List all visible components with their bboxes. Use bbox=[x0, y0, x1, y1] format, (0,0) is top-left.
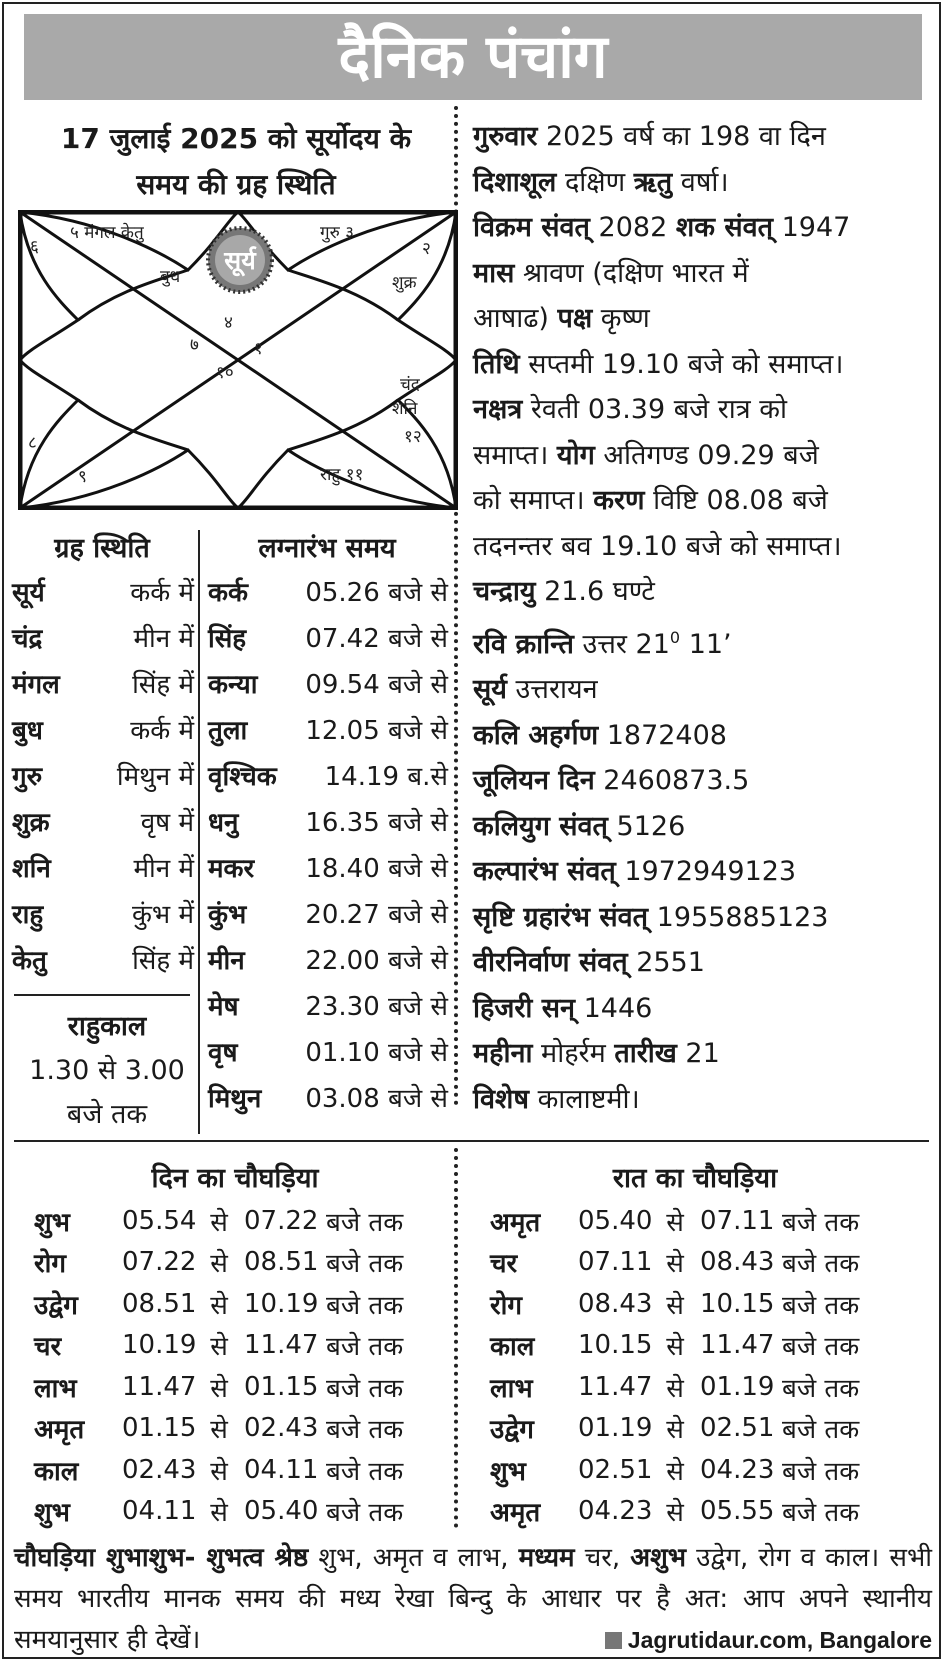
lagna-name: वृश्चिक bbox=[208, 762, 277, 792]
choghadiya-se: से bbox=[666, 1249, 684, 1279]
choghadiya-se: से bbox=[666, 1373, 684, 1404]
choghadiya-row bbox=[34, 1449, 474, 1490]
graha-name: राहु bbox=[12, 900, 44, 930]
lagna-time: 09.54 बजे से bbox=[305, 670, 448, 700]
choghadiya-row bbox=[34, 1200, 474, 1241]
choghadiya-to: 05.55 bbox=[700, 1496, 775, 1526]
graha-rashi: मीन में bbox=[133, 624, 194, 654]
lagna-time: 05.26 बजे से bbox=[305, 578, 448, 608]
panchang-line: मास श्रावण (दक्षिण भारत में bbox=[473, 257, 749, 289]
panchang-line: तदनन्तर बव 19.10 बजे को समाप्त। bbox=[473, 530, 842, 562]
choghadiya-tak: बजे तक bbox=[782, 1249, 860, 1279]
choghadiya-row bbox=[34, 1325, 474, 1366]
lagna-name: मेष bbox=[208, 992, 239, 1022]
choghadiya-tak: बजे तक bbox=[782, 1415, 860, 1445]
graha-name: चंद्र bbox=[12, 624, 43, 654]
lagna-row bbox=[208, 936, 448, 982]
choghadiya-to: 02.43 bbox=[244, 1413, 319, 1443]
panchang-line: नक्षत्र रेवती 03.39 बजे रात्र को bbox=[473, 394, 788, 425]
choghadiya-from: 05.40 bbox=[578, 1205, 653, 1236]
kundli-heading bbox=[20, 116, 452, 208]
choghadiya-to: 08.43 bbox=[700, 1247, 775, 1277]
graha-name: सूर्य bbox=[12, 578, 45, 608]
graha-rashi: कुंभ में bbox=[131, 900, 194, 930]
choghadiya-tak: बजे तक bbox=[782, 1456, 860, 1487]
choghadiya-row bbox=[34, 1491, 474, 1532]
panchang-line: कलियुग संवत् 5126 bbox=[473, 810, 686, 842]
graha-sthiti-heading: ग्रह स्थिति bbox=[54, 533, 150, 564]
choghadiya-row bbox=[490, 1242, 930, 1283]
graha-rashi: सिंह में bbox=[132, 670, 194, 700]
choghadiya-from: 04.11 bbox=[122, 1496, 197, 1526]
lagna-row bbox=[208, 890, 448, 936]
choghadiya-name: शुभ bbox=[34, 1207, 70, 1238]
panchang-line: विशेष कालाष्टमी। bbox=[473, 1083, 640, 1115]
graha-row bbox=[12, 706, 194, 752]
choghadiya-to: 01.19 bbox=[700, 1371, 775, 1402]
graha-row bbox=[12, 798, 194, 844]
choghadiya-to: 07.22 bbox=[244, 1205, 319, 1236]
choghadiya-to: 08.51 bbox=[244, 1247, 319, 1277]
choghadiya-tak: बजे तक bbox=[326, 1290, 404, 1321]
graha-name: मंगल bbox=[12, 670, 60, 700]
lagna-row bbox=[208, 614, 448, 660]
choghadiya-from: 08.51 bbox=[122, 1288, 197, 1319]
choghadiya-divider bbox=[14, 1140, 929, 1142]
choghadiya-name: अमृत bbox=[490, 1207, 541, 1238]
graha-rashi: कर्क में bbox=[130, 578, 194, 608]
choghadiya-to: 07.11 bbox=[700, 1205, 775, 1236]
choghadiya-se: से bbox=[666, 1456, 684, 1487]
footer-note: चौघड़िया शुभाशुभ- शुभत्व श्रेष्ठ शुभ, अमृत व लाभ, मध्यम चर, अशुभ उद्वेग, रोग व काल। सभी समय भारतीय मानक समय की मध्य रेखा बिन्दु के आधार पर है अत: आप अपने स्थानीय समयानुसार ही देखें। Jagrutidaur.com, Bangalore bbox=[14, 1538, 932, 1661]
choghadiya-tak: बजे तक bbox=[782, 1207, 860, 1238]
panchang-line: विक्रम संवत् 2082 शक संवत् 1947 bbox=[473, 212, 851, 243]
choghadiya-from: 02.43 bbox=[122, 1454, 197, 1485]
rahukaal-divider bbox=[14, 994, 190, 996]
choghadiya-row bbox=[490, 1366, 930, 1407]
lagna-time: 03.08 बजे से bbox=[305, 1084, 448, 1114]
graha-rashi: मिथुन में bbox=[116, 762, 194, 792]
panchang-line: आषाढ) पक्ष कृष्ण bbox=[473, 303, 650, 334]
lagna-name: धनु bbox=[208, 808, 239, 838]
choghadiya-tak: बजे तक bbox=[326, 1207, 404, 1238]
graha-rashi: मीन में bbox=[133, 854, 194, 884]
panchang-line: समाप्त। योग अतिगण्ड 09.29 बजे bbox=[473, 439, 819, 471]
choghadiya-tak: बजे तक bbox=[782, 1498, 860, 1528]
panchang-line: महीना मोहर्रम तारीख 21 bbox=[473, 1038, 720, 1069]
graha-name: बुध bbox=[12, 716, 43, 746]
choghadiya-from: 01.15 bbox=[122, 1413, 197, 1443]
choghadiya-name: शुभ bbox=[490, 1456, 526, 1487]
panchang-line: तिथि सप्तमी 19.10 बजे को समाप्त। bbox=[473, 348, 844, 380]
lagna-row bbox=[208, 798, 448, 844]
choghadiya-se: से bbox=[666, 1207, 684, 1238]
panchang-line: चन्द्रायु 21.6 घण्टे bbox=[473, 576, 655, 607]
house-1-label: १ bbox=[254, 339, 263, 359]
chandra-label: चंद्र bbox=[400, 375, 420, 395]
choghadiya-to: 02.51 bbox=[700, 1413, 775, 1443]
house-8-label: ८ bbox=[28, 433, 37, 453]
choghadiya-se: से bbox=[666, 1332, 684, 1362]
choghadiya-to: 04.23 bbox=[700, 1454, 775, 1485]
choghadiya-row bbox=[490, 1200, 930, 1241]
lagna-name: मकर bbox=[208, 854, 255, 884]
credit-line: Jagrutidaur.com, Bangalore bbox=[605, 1620, 932, 1661]
house-4-label: ४ bbox=[224, 313, 233, 333]
graha-row bbox=[12, 660, 194, 706]
house-2-label: २ bbox=[422, 239, 431, 259]
lagna-time: 01.10 बजे से bbox=[305, 1038, 448, 1068]
choghadiya-name: चर bbox=[490, 1249, 518, 1279]
lagna-name: मिथुन bbox=[208, 1084, 262, 1114]
choghadiya-from: 11.47 bbox=[122, 1371, 197, 1402]
choghadiya-se: से bbox=[210, 1207, 228, 1238]
choghadiya-name: लाभ bbox=[34, 1373, 77, 1404]
choghadiya-to: 01.15 bbox=[244, 1371, 319, 1402]
sun-label: सूर्य bbox=[224, 246, 256, 275]
choghadiya-se: से bbox=[210, 1498, 228, 1528]
panchang-line: को समाप्त। करण विष्टि 08.08 बजे bbox=[473, 485, 828, 516]
choghadiya-name: चर bbox=[34, 1332, 62, 1362]
rahukaal-box bbox=[16, 1005, 198, 1137]
lagna-time: 07.42 बजे से bbox=[305, 624, 448, 654]
choghadiya-from: 01.19 bbox=[578, 1413, 653, 1443]
panchang-line: हिजरी सन् 1446 bbox=[473, 992, 653, 1024]
choghadiya-row bbox=[34, 1408, 474, 1449]
graha-row bbox=[12, 568, 194, 614]
graha-row bbox=[12, 890, 194, 936]
choghadiya-se: से bbox=[210, 1373, 228, 1404]
choghadiya-se: से bbox=[210, 1456, 228, 1487]
choghadiya-row bbox=[490, 1325, 930, 1366]
raat-choghadiya-heading: रात का चौघड़िया bbox=[612, 1163, 778, 1194]
house-6-label: ६ bbox=[30, 237, 39, 257]
square-bullet-icon bbox=[605, 1632, 622, 1649]
lagna-name: कर्क bbox=[208, 578, 248, 608]
panchang-line: कलि अहर्गण 1872408 bbox=[473, 719, 727, 751]
lagna-time: 23.30 बजे से bbox=[305, 992, 448, 1022]
choghadiya-from: 10.15 bbox=[578, 1330, 653, 1360]
panchang-line: रवि क्रान्ति उत्तर $21^0$ 11’ bbox=[473, 627, 732, 660]
choghadiya-name: अमृत bbox=[490, 1498, 541, 1528]
graha-row bbox=[12, 936, 194, 982]
choghadiya-to: 11.47 bbox=[700, 1330, 775, 1360]
lagna-time: 16.35 बजे से bbox=[305, 808, 448, 838]
lagna-name: तुला bbox=[208, 716, 248, 746]
kundli-heading-line1: 17 जुलाई 2025 को सूर्योदय के bbox=[60, 122, 412, 155]
choghadiya-from: 05.54 bbox=[122, 1205, 197, 1236]
panchang-line: दिशाशूल दक्षिण ऋतु वर्षा। bbox=[473, 166, 729, 198]
lagna-time: 20.27 बजे से bbox=[305, 900, 448, 930]
graha-name: शनि bbox=[12, 854, 51, 884]
choghadiya-to: 11.47 bbox=[244, 1330, 319, 1360]
graha-name: केतु bbox=[12, 946, 47, 976]
sun-icon bbox=[208, 228, 272, 292]
choghadiya-from: 07.11 bbox=[578, 1247, 653, 1277]
lagna-name: वृष bbox=[208, 1038, 238, 1068]
choghadiya-tak: बजे तक bbox=[326, 1249, 404, 1279]
graha-name: गुरु bbox=[12, 762, 43, 792]
choghadiya-row bbox=[34, 1366, 474, 1407]
panchang-line: जूलियन दिन 2460873.5 bbox=[473, 765, 750, 796]
lagna-row bbox=[208, 752, 448, 798]
choghadiya-from: 04.23 bbox=[578, 1496, 653, 1526]
lagna-name: सिंह bbox=[208, 624, 247, 654]
shani-label: शनि bbox=[392, 399, 418, 419]
choghadiya-name: शुभ bbox=[34, 1498, 70, 1528]
graha-row bbox=[12, 752, 194, 798]
choghadiya-row bbox=[490, 1408, 930, 1449]
choghadiya-name: काल bbox=[490, 1332, 535, 1362]
lagna-row bbox=[208, 706, 448, 752]
choghadiya-from: 02.51 bbox=[578, 1454, 653, 1485]
lagna-row bbox=[208, 982, 448, 1028]
lagna-row bbox=[208, 660, 448, 706]
graha-rashi: सिंह में bbox=[132, 946, 194, 976]
lagnarambh-heading: लग्नारंभ समय bbox=[258, 533, 396, 564]
choghadiya-to: 10.19 bbox=[244, 1288, 319, 1319]
choghadiya-name: काल bbox=[34, 1456, 79, 1487]
shukra-label: शुक्र bbox=[392, 273, 417, 293]
choghadiya-se: से bbox=[210, 1415, 228, 1445]
choghadiya-tak: बजे तक bbox=[326, 1498, 404, 1528]
lagna-row bbox=[208, 844, 448, 890]
graha-lagna-divider bbox=[198, 530, 200, 1134]
choghadiya-row bbox=[34, 1283, 474, 1324]
rahukaal-suffix: बजे तक bbox=[66, 1099, 148, 1130]
choghadiya-se: से bbox=[210, 1249, 228, 1279]
choghadiya-tak: बजे तक bbox=[782, 1332, 860, 1362]
panchang-line: कल्पारंभ संवत् 1972949123 bbox=[473, 856, 797, 887]
graha-rashi: कर्क में bbox=[130, 716, 194, 746]
panchang-details bbox=[473, 114, 931, 1122]
choghadiya-to: 05.40 bbox=[244, 1496, 319, 1526]
choghadiya-from: 07.22 bbox=[122, 1247, 197, 1277]
budh-label: बुध bbox=[160, 267, 181, 287]
lagna-row bbox=[208, 1074, 448, 1120]
choghadiya-row bbox=[490, 1449, 930, 1490]
lagna-name: कुंभ bbox=[208, 900, 247, 930]
lagna-name: मीन bbox=[208, 946, 245, 976]
choghadiya-tak: बजे तक bbox=[326, 1415, 404, 1445]
lagna-time: 18.40 बजे से bbox=[305, 854, 448, 884]
panchang-line: वीरनिर्वाण संवत् 2551 bbox=[473, 947, 705, 978]
graha-row bbox=[12, 844, 194, 890]
choghadiya-se: से bbox=[666, 1290, 684, 1321]
lagna-time: 22.00 बजे से bbox=[305, 946, 448, 976]
panchang-line: गुरुवार 2025 वर्ष का 198 वा दिन bbox=[473, 121, 826, 152]
choghadiya-tak: बजे तक bbox=[782, 1290, 860, 1321]
choghadiya-from: 10.19 bbox=[122, 1330, 197, 1360]
choghadiya-tak: बजे तक bbox=[782, 1373, 860, 1404]
house-7-label: ७ bbox=[190, 335, 199, 355]
choghadiya-name: लाभ bbox=[490, 1373, 533, 1404]
house-5-label: ५ मंगल केतु bbox=[70, 223, 144, 243]
choghadiya-tak: बजे तक bbox=[326, 1373, 404, 1404]
panchang-line: सूर्य उत्तरायन bbox=[473, 674, 598, 705]
house-9-label: ९ bbox=[78, 467, 87, 487]
lagna-name: कन्या bbox=[208, 670, 258, 700]
house-10-label: १० bbox=[216, 363, 234, 383]
choghadiya-name: उद्वेग bbox=[490, 1415, 534, 1445]
choghadiya-row bbox=[34, 1242, 474, 1283]
choghadiya-to: 10.15 bbox=[700, 1288, 775, 1319]
choghadiya-name: उद्वेग bbox=[34, 1290, 78, 1321]
panchang-line: सृष्टि ग्रहारंभ संवत् 1955885123 bbox=[473, 901, 829, 933]
choghadiya-se: से bbox=[210, 1332, 228, 1362]
choghadiya-se: से bbox=[210, 1290, 228, 1321]
graha-name: शुक्र bbox=[12, 808, 50, 838]
house-12-label: १२ bbox=[404, 427, 422, 447]
choghadiya-from: 08.43 bbox=[578, 1288, 653, 1319]
graha-rashi: वृष में bbox=[140, 808, 194, 838]
lagna-time: 12.05 बजे से bbox=[305, 716, 448, 746]
choghadiya-to: 04.11 bbox=[244, 1454, 319, 1485]
choghadiya-se: से bbox=[666, 1415, 684, 1445]
rahukaal-time: 1.30 से 3.00 bbox=[29, 1055, 185, 1086]
choghadiya-name: अमृत bbox=[34, 1415, 85, 1445]
graha-row bbox=[12, 614, 194, 660]
kundli-chart bbox=[18, 210, 458, 510]
lagna-time: 14.19 ब.से bbox=[324, 762, 448, 792]
house-11-label: राहु ११ bbox=[320, 465, 364, 485]
choghadiya-se: से bbox=[666, 1498, 684, 1528]
choghadiya-row bbox=[490, 1491, 930, 1532]
page-title: दैनिक पंचांग bbox=[24, 14, 922, 100]
choghadiya-name: रोग bbox=[490, 1290, 523, 1321]
din-choghadiya-heading: दिन का चौघड़िया bbox=[151, 1163, 319, 1194]
choghadiya-row bbox=[490, 1283, 930, 1324]
choghadiya-name: रोग bbox=[34, 1249, 67, 1279]
kundli-heading-line2: समय की ग्रह स्थिति bbox=[136, 168, 336, 201]
house-3-label: गुरु ३ bbox=[320, 223, 354, 243]
choghadiya-tak: बजे तक bbox=[326, 1332, 404, 1362]
choghadiya-from: 11.47 bbox=[578, 1371, 653, 1402]
lagna-row bbox=[208, 1028, 448, 1074]
choghadiya-tak: बजे तक bbox=[326, 1456, 404, 1487]
rahukaal-heading: राहुकाल bbox=[67, 1011, 147, 1042]
lagna-row bbox=[208, 568, 448, 614]
